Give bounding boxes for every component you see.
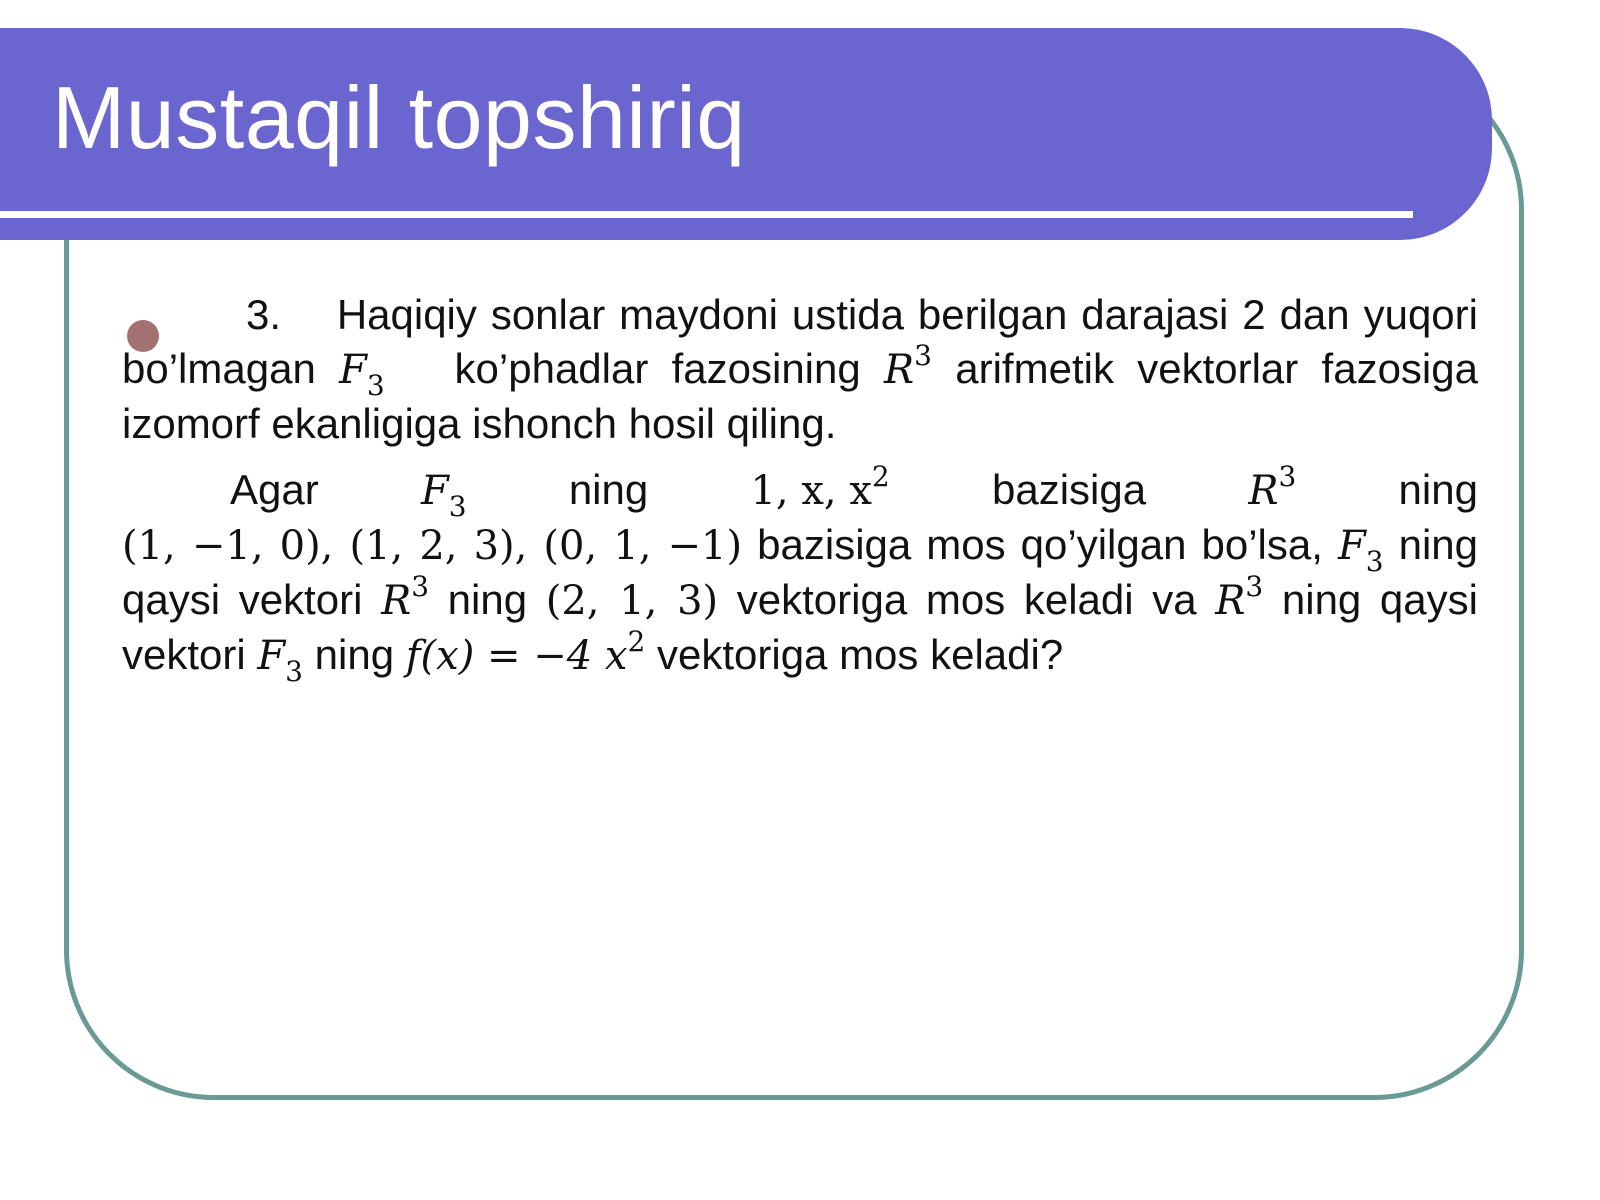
math-F3: $F_3$ (339, 347, 385, 402)
question-body (122, 518, 1479, 688)
problem-text-3: arifmetik vektorlar fazosiga izomorf ekanligiga ishonch hosil qiling. (122, 345, 1478, 447)
question-ning-1: ning (568, 466, 649, 513)
math-basis-polynomial: 1, x, $x^2$ (750, 460, 890, 514)
question-text-3: ning (447, 576, 528, 623)
problem-text-1: Haqiqiy sonlar maydoni ustida berilgan darajasi 2 dan yuqori bo’lmagan (122, 291, 1478, 392)
question-text-1: bazisiga mos qo’yilgan bo’lsa, (757, 521, 1323, 568)
question-text-4: vektoriga mos keladi va (736, 576, 1197, 623)
math-F3: $F_3$ (257, 633, 303, 688)
question-paragraph (122, 460, 1479, 688)
question-text-5: ning qaysi vektori (122, 576, 1478, 678)
question-text-6: ning (314, 631, 395, 678)
math-R3: $R^3$ (1248, 460, 1297, 514)
math-F3: $F_3$ (420, 468, 467, 523)
math-basis-vectors: (1, −1, 0), (1, 2, 3), (0, 1, −1) (122, 523, 743, 569)
problem-paragraph (122, 288, 1478, 451)
title-underline (0, 211, 1413, 218)
question-first-line (122, 460, 1478, 523)
math-vector: (2, 1, 3) (545, 578, 719, 624)
math-F3: $F_3$ (1337, 523, 1384, 578)
question-text-7: vektoriga mos keladi? (656, 631, 1064, 678)
problem-text-2: ko’phadlar fazosining (454, 345, 861, 392)
math-R3: $R^3$ (381, 570, 430, 624)
slide-title: Mustaqil topshiriq (52, 68, 746, 167)
question-text-2: ning qaysi vektori (122, 521, 1479, 623)
math-function: f(x) = −4 $x^2$ (405, 625, 646, 679)
math-R3: $R^3$ (884, 339, 932, 393)
question-agar: Agar (230, 466, 319, 513)
problem-number: 3. (246, 291, 282, 338)
question-ning-2: ning (1398, 466, 1478, 513)
slide-body (122, 288, 1479, 688)
math-R3: $R^3$ (1215, 570, 1264, 624)
question-bazisiga-1: bazisiga (991, 466, 1147, 513)
